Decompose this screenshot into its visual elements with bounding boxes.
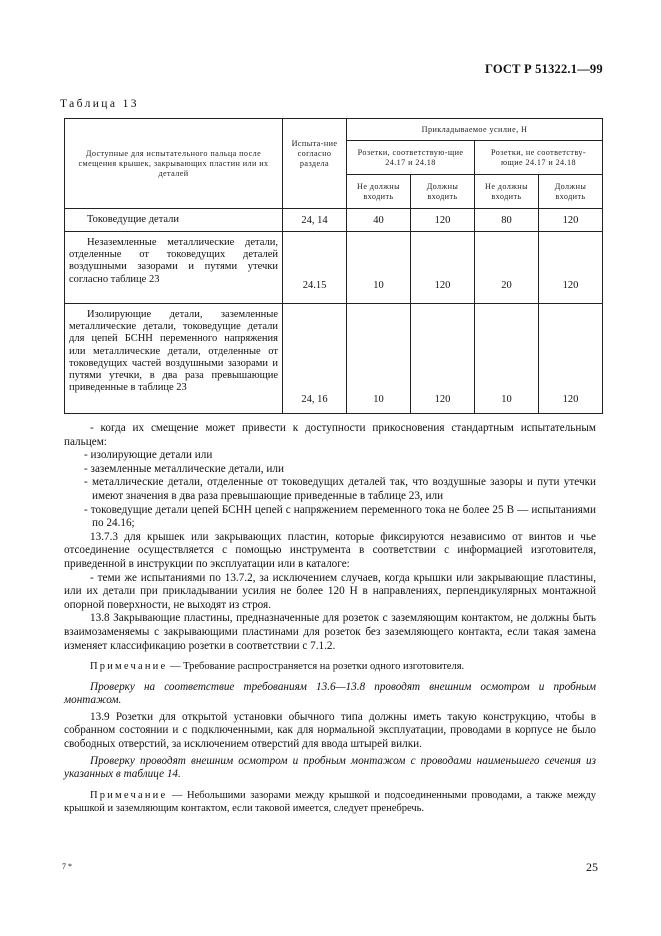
header-test-section: Испыта-ние согласно раздела bbox=[283, 119, 347, 209]
page-number: 25 bbox=[586, 860, 598, 874]
body-text bbox=[64, 422, 596, 816]
header-must-not-enter: Не должны входить bbox=[347, 175, 411, 209]
paragraph: 13.7.3 для крышек или закрывающих пластин, которые фиксируются независимо от винтов и чье отсоединение осуществляется с помощью инструмента в соответствии с информацией изготовителя, приведенной в инструкции по эксплуатации или в каталоге: bbox=[64, 530, 596, 570]
table-row: Незаземленные металлические детали, отделенные от токоведущих деталей воздушными зазорами и путями утечки согласно таблице 23 24.15 10 120 20 120 bbox=[65, 232, 603, 304]
header-applied-force: Прикладываемое усилие, Н bbox=[347, 119, 603, 141]
paragraph: 13.8 Закрывающие пластины, предназначенные для розеток с заземляющим контактом, не должны быть взаимозаменяемы с закрывающими пластинами для розеток без заземляющего контакта, если такая замена изменяет классификацию розетки в соответствии с 7.1.2. bbox=[64, 612, 596, 652]
note bbox=[64, 660, 596, 674]
footer-mark: 7 * bbox=[62, 862, 72, 871]
note-label: Примечание bbox=[90, 789, 168, 801]
paragraph: - теми же испытаниями по 13.7.2, за исключением случаев, когда крышки или закрывающие пластины, или их детали при прикладывании усилия не более 120 Н в направлениях, перпендикулярных монтажной опорной поверхности, не выходят из строя. bbox=[64, 571, 596, 611]
header-must-enter: Должны входить bbox=[411, 175, 475, 209]
note bbox=[64, 789, 596, 816]
paragraph-italic: Проверку на соответствие требованиям 13.6—13.8 проводят внешним осмотром и пробным монтажом. bbox=[64, 680, 596, 707]
note-label: Примечание bbox=[90, 661, 168, 673]
note-text: — Требование распространяется на розетки одного изготовителя. bbox=[167, 661, 465, 673]
list-item: - токоведущие детали цепей БСНН цепей с напряжением переменного тока не более 25 В — испытаниями по 24.16; bbox=[84, 503, 596, 530]
header-must-not-enter: Не должны входить bbox=[475, 175, 539, 209]
note-text: — Небольшими зазорами между крышкой и подсоединенными проводами, а также между крышкой и заземляющим контактом, если таковой имеется, следует пренебречь. bbox=[64, 789, 596, 815]
paragraph-italic: Проверку проводят внешним осмотром и пробным монтажом с проводами наименьшего сечения из указанных в таблице 14. bbox=[64, 754, 596, 781]
list-item: - металлические детали, отделенные от токоведущих деталей так, что воздушные зазоры и пути утечки имеют значения в два раза превышающие приведенные в таблице 23, или bbox=[84, 476, 596, 502]
table-13 bbox=[64, 118, 603, 414]
header-compliant-sockets: Розетки, соответствую-щие 24.17 и 24.18 bbox=[347, 141, 475, 175]
header-accessible-parts: Доступные для испытательного пальца после смещения крышек, закрывающих пластин или их деталей bbox=[65, 119, 283, 209]
list-item: - изолирующие детали или bbox=[84, 449, 213, 462]
list-item: - заземленные металлические детали, или bbox=[84, 462, 284, 475]
header-noncompliant-sockets: Розетки, не соответству-ющие 24.17 и 24.18 bbox=[475, 141, 603, 175]
paragraph: 13.9 Розетки для открытой установки обычного типа должны иметь такую конструкцию, чтобы в собранном состоянии и с подключенными, как для нормальной эксплуатации, проводами в корпусе не было свободных отверстий, за исключением отверстий для ввода штырей вилки. bbox=[64, 710, 596, 751]
paragraph: - когда их смещение может привести к доступности прикосновения стандартным испытательным пальцем: bbox=[64, 422, 596, 448]
header-must-enter: Должны входить bbox=[539, 175, 603, 209]
table-caption: Таблица 13 bbox=[60, 98, 139, 110]
table-row: Токоведущие детали 24, 14 40 120 80 120 bbox=[65, 209, 603, 232]
table-row: Изолирующие детали, заземленные металлические детали, токоведущие детали для цепей БСНН переменного напряжения или металлические детали, отделенные от токоведущих частей воздушными зазорами и путями утечки, в два раза превышающие приведенные в таблице 23 24, 16 10 120 10 120 bbox=[65, 304, 603, 414]
document-header: ГОСТ Р 51322.1—99 bbox=[485, 62, 603, 76]
